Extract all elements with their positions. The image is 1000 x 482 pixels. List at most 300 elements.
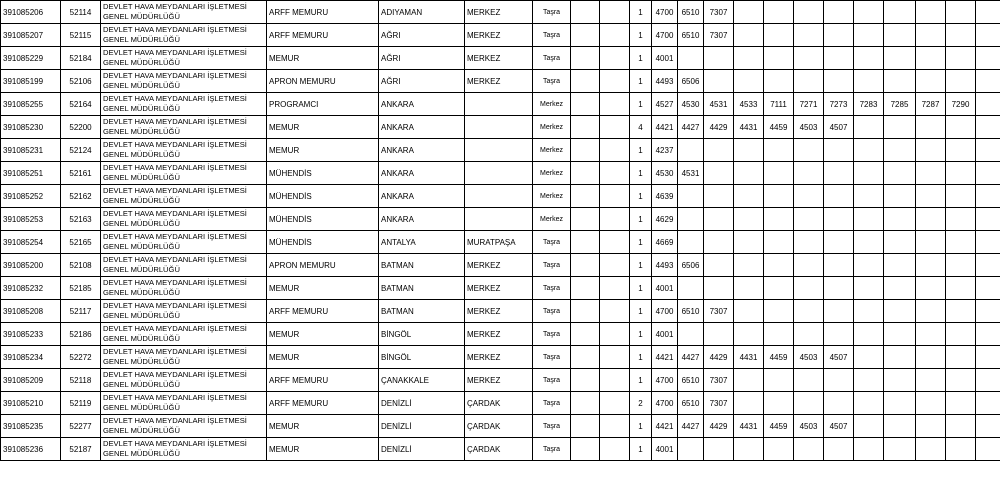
table-row: [1, 70, 1000, 93]
location-type-cell: Merkez: [533, 93, 571, 116]
province-cell: BATMAN: [379, 277, 465, 300]
empty-cell: [571, 231, 600, 254]
qualification-code-cell: [916, 116, 946, 139]
location-type-cell: Merkez: [533, 162, 571, 185]
empty-cell: [600, 438, 630, 461]
location-type-cell: Taşra: [533, 369, 571, 392]
qualification-code-cell: [704, 70, 734, 93]
empty-cell: [600, 185, 630, 208]
qualification-code-cell: [976, 24, 1000, 47]
title-cell: MEMUR: [267, 438, 379, 461]
qualification-code-cell: 4531: [678, 162, 704, 185]
qualification-code-cell: [854, 208, 884, 231]
qualification-code-cell: 4459: [764, 116, 794, 139]
qualification-code-cell: 7307: [704, 1, 734, 24]
province-cell: AĞRI: [379, 70, 465, 93]
institution-cell: DEVLET HAVA MEYDANLARI İŞLETMESİ GENEL MÜDÜRLÜĞÜ: [101, 415, 267, 438]
qualification-code-cell: [734, 392, 764, 415]
empty-cell: [571, 392, 600, 415]
qualification-code-cell: 4700: [652, 392, 678, 415]
location-type-cell: Taşra: [533, 392, 571, 415]
qualification-code-cell: [946, 438, 976, 461]
empty-cell: [600, 254, 630, 277]
empty-cell: [571, 300, 600, 323]
qualification-code-cell: 4503: [794, 346, 824, 369]
qualification-code-cell: [976, 415, 1000, 438]
qualification-code-cell: [734, 231, 764, 254]
qualification-code-cell: [704, 438, 734, 461]
empty-cell: [571, 277, 600, 300]
qualification-code-cell: 4503: [794, 415, 824, 438]
empty-cell: [600, 323, 630, 346]
qualification-code-cell: [678, 323, 704, 346]
qualification-code-cell: [884, 185, 916, 208]
qualification-code-cell: [854, 231, 884, 254]
code-cell: 391085209: [1, 369, 61, 392]
code-cell: 391085255: [1, 93, 61, 116]
empty-cell: [600, 369, 630, 392]
qualification-code-cell: [884, 139, 916, 162]
qualification-code-cell: [764, 300, 794, 323]
number-cell: 52108: [61, 254, 101, 277]
qualification-code-cell: [794, 231, 824, 254]
qualification-code-cell: [916, 162, 946, 185]
qualification-code-cell: [916, 1, 946, 24]
qualification-code-cell: 7283: [854, 93, 884, 116]
code-cell: 391085233: [1, 323, 61, 346]
title-cell: MEMUR: [267, 346, 379, 369]
institution-cell: DEVLET HAVA MEYDANLARI İŞLETMESİ GENEL MÜDÜRLÜĞÜ: [101, 208, 267, 231]
qualification-code-cell: [946, 116, 976, 139]
number-cell: 52118: [61, 369, 101, 392]
qualification-code-cell: 4533: [734, 93, 764, 116]
institution-cell: DEVLET HAVA MEYDANLARI İŞLETMESİ GENEL MÜDÜRLÜĞÜ: [101, 47, 267, 70]
district-cell: ÇARDAK: [465, 392, 533, 415]
qualification-code-cell: [678, 208, 704, 231]
qualification-code-cell: [884, 438, 916, 461]
qualification-code-cell: 4429: [704, 415, 734, 438]
qualification-code-cell: [976, 346, 1000, 369]
institution-cell: DEVLET HAVA MEYDANLARI İŞLETMESİ GENEL MÜDÜRLÜĞÜ: [101, 70, 267, 93]
qualification-code-cell: [854, 1, 884, 24]
number-cell: 52161: [61, 162, 101, 185]
qualification-code-cell: 4421: [652, 116, 678, 139]
qualification-code-cell: [764, 254, 794, 277]
quota-cell: 4: [630, 116, 652, 139]
qualification-code-cell: [764, 208, 794, 231]
qualification-code-cell: [916, 369, 946, 392]
qualification-code-cell: [824, 185, 854, 208]
institution-cell: DEVLET HAVA MEYDANLARI İŞLETMESİ GENEL MÜDÜRLÜĞÜ: [101, 438, 267, 461]
qualification-code-cell: [854, 300, 884, 323]
qualification-code-cell: [946, 185, 976, 208]
qualification-code-cell: 4427: [678, 346, 704, 369]
qualification-code-cell: 4459: [764, 346, 794, 369]
province-cell: ANKARA: [379, 208, 465, 231]
title-cell: ARFF MEMURU: [267, 24, 379, 47]
number-cell: 52114: [61, 1, 101, 24]
district-cell: MERKEZ: [465, 47, 533, 70]
district-cell: [465, 208, 533, 231]
empty-cell: [600, 415, 630, 438]
qualification-code-cell: [884, 208, 916, 231]
number-cell: 52115: [61, 24, 101, 47]
title-cell: MEMUR: [267, 139, 379, 162]
qualification-code-cell: [854, 139, 884, 162]
empty-cell: [571, 47, 600, 70]
location-type-cell: Taşra: [533, 231, 571, 254]
table-row: [1, 254, 1000, 277]
qualification-code-cell: [824, 300, 854, 323]
qualification-code-cell: [824, 323, 854, 346]
qualification-code-cell: [854, 323, 884, 346]
qualification-code-cell: [946, 47, 976, 70]
code-cell: 391085252: [1, 185, 61, 208]
qualification-code-cell: [884, 116, 916, 139]
qualification-code-cell: [884, 369, 916, 392]
location-type-cell: Taşra: [533, 70, 571, 93]
qualification-code-cell: 4421: [652, 346, 678, 369]
district-cell: MERKEZ: [465, 70, 533, 93]
qualification-code-cell: [946, 208, 976, 231]
empty-cell: [571, 369, 600, 392]
location-type-cell: Taşra: [533, 438, 571, 461]
province-cell: ÇANAKKALE: [379, 369, 465, 392]
district-cell: MERKEZ: [465, 369, 533, 392]
empty-cell: [571, 346, 600, 369]
table-row: [1, 116, 1000, 139]
qualification-code-cell: [764, 323, 794, 346]
title-cell: MEMUR: [267, 116, 379, 139]
qualification-code-cell: [794, 208, 824, 231]
qualification-code-cell: [976, 438, 1000, 461]
qualification-code-cell: [824, 70, 854, 93]
qualification-code-cell: [764, 231, 794, 254]
title-cell: PROGRAMCI: [267, 93, 379, 116]
qualification-code-cell: 6510: [678, 1, 704, 24]
qualification-code-cell: [794, 185, 824, 208]
qualification-code-cell: [976, 1, 1000, 24]
qualification-code-cell: [794, 139, 824, 162]
qualification-code-cell: [976, 277, 1000, 300]
location-type-cell: Merkez: [533, 139, 571, 162]
qualification-code-cell: [916, 231, 946, 254]
qualification-code-cell: [854, 47, 884, 70]
number-cell: 52186: [61, 323, 101, 346]
location-type-cell: Taşra: [533, 346, 571, 369]
province-cell: BATMAN: [379, 254, 465, 277]
qualification-code-cell: [824, 162, 854, 185]
qualification-code-cell: [916, 392, 946, 415]
qualification-code-cell: 4237: [652, 139, 678, 162]
qualification-code-cell: [854, 277, 884, 300]
qualification-code-cell: 6510: [678, 300, 704, 323]
qualification-code-cell: [794, 70, 824, 93]
qualification-code-cell: [946, 162, 976, 185]
district-cell: MURATPAŞA: [465, 231, 533, 254]
qualification-code-cell: [704, 208, 734, 231]
quota-cell: 1: [630, 300, 652, 323]
qualification-code-cell: 4431: [734, 346, 764, 369]
empty-cell: [571, 438, 600, 461]
district-cell: [465, 116, 533, 139]
qualification-code-cell: 4001: [652, 47, 678, 70]
qualification-code-cell: [734, 70, 764, 93]
district-cell: ÇARDAK: [465, 415, 533, 438]
qualification-code-cell: 4427: [678, 116, 704, 139]
qualification-code-cell: [884, 254, 916, 277]
number-cell: 52187: [61, 438, 101, 461]
quota-cell: 1: [630, 1, 652, 24]
qualification-code-cell: 4001: [652, 277, 678, 300]
qualification-code-cell: [854, 254, 884, 277]
number-cell: 52124: [61, 139, 101, 162]
title-cell: ARFF MEMURU: [267, 1, 379, 24]
qualification-code-cell: [854, 346, 884, 369]
qualification-code-cell: [824, 24, 854, 47]
qualification-code-cell: [854, 415, 884, 438]
location-type-cell: Taşra: [533, 1, 571, 24]
empty-cell: [571, 139, 600, 162]
qualification-code-cell: 4503: [794, 116, 824, 139]
qualification-code-cell: [976, 47, 1000, 70]
qualification-code-cell: [976, 208, 1000, 231]
institution-cell: DEVLET HAVA MEYDANLARI İŞLETMESİ GENEL MÜDÜRLÜĞÜ: [101, 392, 267, 415]
qualification-code-cell: [764, 139, 794, 162]
qualification-code-cell: [916, 208, 946, 231]
empty-cell: [600, 231, 630, 254]
code-cell: 391085199: [1, 70, 61, 93]
qualification-code-cell: 7307: [704, 369, 734, 392]
qualification-code-cell: 7307: [704, 24, 734, 47]
qualification-code-cell: [794, 277, 824, 300]
qualification-code-cell: 4531: [704, 93, 734, 116]
qualification-code-cell: [794, 254, 824, 277]
qualification-code-cell: [916, 24, 946, 47]
qualification-code-cell: 4700: [652, 300, 678, 323]
quota-cell: 1: [630, 70, 652, 93]
empty-cell: [571, 323, 600, 346]
qualification-code-cell: [916, 323, 946, 346]
quota-cell: 1: [630, 185, 652, 208]
province-cell: ANKARA: [379, 185, 465, 208]
qualification-code-cell: [884, 47, 916, 70]
title-cell: MÜHENDİS: [267, 208, 379, 231]
qualification-code-cell: 4429: [704, 346, 734, 369]
province-cell: ANKARA: [379, 162, 465, 185]
code-cell: 391085207: [1, 24, 61, 47]
table-row: [1, 208, 1000, 231]
number-cell: 52119: [61, 392, 101, 415]
qualification-code-cell: [976, 185, 1000, 208]
qualification-code-cell: [976, 323, 1000, 346]
province-cell: ADIYAMAN: [379, 1, 465, 24]
location-type-cell: Taşra: [533, 300, 571, 323]
qualification-code-cell: [916, 185, 946, 208]
province-cell: ANKARA: [379, 139, 465, 162]
institution-cell: DEVLET HAVA MEYDANLARI İŞLETMESİ GENEL MÜDÜRLÜĞÜ: [101, 231, 267, 254]
location-type-cell: Merkez: [533, 185, 571, 208]
qualification-code-cell: 7111: [764, 93, 794, 116]
empty-cell: [600, 300, 630, 323]
location-type-cell: Taşra: [533, 24, 571, 47]
code-cell: 391085251: [1, 162, 61, 185]
table-row: [1, 369, 1000, 392]
title-cell: MEMUR: [267, 47, 379, 70]
district-cell: MERKEZ: [465, 24, 533, 47]
institution-cell: DEVLET HAVA MEYDANLARI İŞLETMESİ GENEL MÜDÜRLÜĞÜ: [101, 24, 267, 47]
table-body: [1, 1, 1000, 461]
district-cell: MERKEZ: [465, 346, 533, 369]
quota-cell: 1: [630, 323, 652, 346]
number-cell: 52200: [61, 116, 101, 139]
qualification-code-cell: [884, 231, 916, 254]
province-cell: DENİZLİ: [379, 438, 465, 461]
qualification-code-cell: [976, 116, 1000, 139]
qualification-code-cell: 4459: [764, 415, 794, 438]
location-type-cell: Taşra: [533, 47, 571, 70]
qualification-code-cell: [704, 231, 734, 254]
qualification-code-cell: [916, 254, 946, 277]
empty-cell: [571, 415, 600, 438]
code-cell: 391085210: [1, 392, 61, 415]
code-cell: 391085235: [1, 415, 61, 438]
qualification-code-cell: [946, 277, 976, 300]
district-cell: [465, 93, 533, 116]
quota-cell: 2: [630, 392, 652, 415]
title-cell: ARFF MEMURU: [267, 392, 379, 415]
number-cell: 52272: [61, 346, 101, 369]
title-cell: ARFF MEMURU: [267, 369, 379, 392]
qualification-code-cell: [884, 392, 916, 415]
qualification-code-cell: [678, 277, 704, 300]
number-cell: 52184: [61, 47, 101, 70]
qualification-code-cell: [884, 162, 916, 185]
district-cell: MERKEZ: [465, 300, 533, 323]
qualification-code-cell: [946, 231, 976, 254]
qualification-code-cell: [794, 438, 824, 461]
qualification-code-cell: [946, 24, 976, 47]
empty-cell: [571, 1, 600, 24]
quota-cell: 1: [630, 139, 652, 162]
code-cell: 391085253: [1, 208, 61, 231]
district-cell: [465, 162, 533, 185]
code-cell: 391085230: [1, 116, 61, 139]
empty-cell: [600, 277, 630, 300]
qualification-code-cell: [704, 185, 734, 208]
qualification-code-cell: [824, 277, 854, 300]
institution-cell: DEVLET HAVA MEYDANLARI İŞLETMESİ GENEL MÜDÜRLÜĞÜ: [101, 116, 267, 139]
qualification-code-cell: [854, 162, 884, 185]
institution-cell: DEVLET HAVA MEYDANLARI İŞLETMESİ GENEL MÜDÜRLÜĞÜ: [101, 185, 267, 208]
qualification-code-cell: [976, 93, 1000, 116]
code-cell: 391085254: [1, 231, 61, 254]
qualification-code-cell: [854, 369, 884, 392]
qualification-code-cell: [678, 438, 704, 461]
qualification-code-cell: 4507: [824, 116, 854, 139]
qualification-code-cell: [734, 1, 764, 24]
table-row: [1, 24, 1000, 47]
quota-cell: 1: [630, 346, 652, 369]
district-cell: MERKEZ: [465, 254, 533, 277]
qualification-code-cell: [704, 277, 734, 300]
location-type-cell: Taşra: [533, 323, 571, 346]
title-cell: APRON MEMURU: [267, 70, 379, 93]
qualification-code-cell: [854, 24, 884, 47]
qualification-code-cell: [884, 70, 916, 93]
quota-cell: 1: [630, 369, 652, 392]
table-row: [1, 438, 1000, 461]
institution-cell: DEVLET HAVA MEYDANLARI İŞLETMESİ GENEL MÜDÜRLÜĞÜ: [101, 162, 267, 185]
institution-cell: DEVLET HAVA MEYDANLARI İŞLETMESİ GENEL MÜDÜRLÜĞÜ: [101, 369, 267, 392]
qualification-code-cell: [824, 47, 854, 70]
quota-cell: 1: [630, 415, 652, 438]
empty-cell: [571, 116, 600, 139]
qualification-code-cell: 4429: [704, 116, 734, 139]
qualification-code-cell: [734, 277, 764, 300]
district-cell: MERKEZ: [465, 277, 533, 300]
qualification-code-cell: 4700: [652, 1, 678, 24]
qualification-code-cell: [734, 369, 764, 392]
institution-cell: DEVLET HAVA MEYDANLARI İŞLETMESİ GENEL MÜDÜRLÜĞÜ: [101, 139, 267, 162]
qualification-code-cell: [734, 139, 764, 162]
qualification-code-cell: [764, 185, 794, 208]
code-cell: 391085231: [1, 139, 61, 162]
qualification-code-cell: 6510: [678, 24, 704, 47]
institution-cell: DEVLET HAVA MEYDANLARI İŞLETMESİ GENEL MÜDÜRLÜĞÜ: [101, 346, 267, 369]
qualification-code-cell: [824, 392, 854, 415]
qualification-code-cell: 4421: [652, 415, 678, 438]
province-cell: AĞRI: [379, 24, 465, 47]
qualification-code-cell: 4700: [652, 24, 678, 47]
empty-cell: [571, 93, 600, 116]
qualification-code-cell: [946, 346, 976, 369]
qualification-code-cell: [794, 300, 824, 323]
code-cell: 391085208: [1, 300, 61, 323]
empty-cell: [571, 208, 600, 231]
qualification-code-cell: 7273: [824, 93, 854, 116]
institution-cell: DEVLET HAVA MEYDANLARI İŞLETMESİ GENEL MÜDÜRLÜĞÜ: [101, 323, 267, 346]
empty-cell: [600, 24, 630, 47]
qualification-code-cell: [764, 369, 794, 392]
empty-cell: [600, 70, 630, 93]
qualification-code-cell: [704, 162, 734, 185]
qualification-code-cell: [824, 208, 854, 231]
table-row: [1, 323, 1000, 346]
qualification-code-cell: [976, 300, 1000, 323]
qualification-code-cell: [916, 415, 946, 438]
qualification-code-cell: [734, 185, 764, 208]
qualification-code-cell: [704, 47, 734, 70]
qualification-code-cell: [854, 438, 884, 461]
qualification-code-cell: [976, 139, 1000, 162]
empty-cell: [571, 185, 600, 208]
qualification-code-cell: [764, 1, 794, 24]
institution-cell: DEVLET HAVA MEYDANLARI İŞLETMESİ GENEL MÜDÜRLÜĞÜ: [101, 1, 267, 24]
qualification-code-cell: [916, 300, 946, 323]
province-cell: AĞRI: [379, 47, 465, 70]
qualification-code-cell: [824, 139, 854, 162]
province-cell: BATMAN: [379, 300, 465, 323]
qualification-code-cell: [884, 24, 916, 47]
title-cell: MEMUR: [267, 415, 379, 438]
number-cell: 52164: [61, 93, 101, 116]
qualification-code-cell: 4700: [652, 369, 678, 392]
qualification-code-cell: [916, 438, 946, 461]
qualification-code-cell: [946, 254, 976, 277]
quota-cell: 1: [630, 24, 652, 47]
qualification-code-cell: 7287: [916, 93, 946, 116]
